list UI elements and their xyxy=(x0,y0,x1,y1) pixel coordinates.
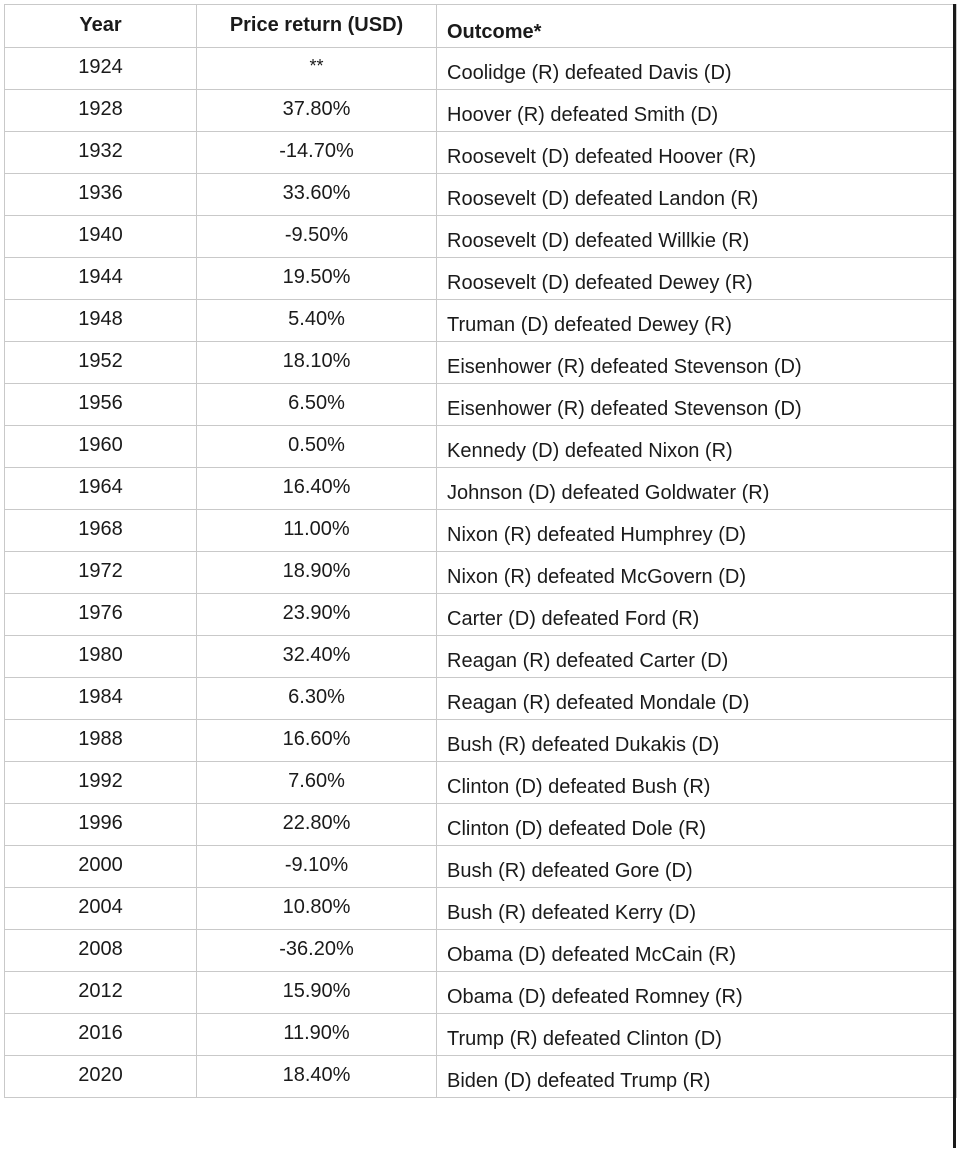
table-row xyxy=(5,1056,957,1098)
price-return-cell: 15.90% xyxy=(197,972,437,1014)
price-return-cell: 22.80% xyxy=(197,804,437,846)
year-cell: 1932 xyxy=(5,132,197,174)
table-row xyxy=(5,90,957,132)
year-cell: 2000 xyxy=(5,846,197,888)
year-cell: 1988 xyxy=(5,720,197,762)
year-cell: 1980 xyxy=(5,636,197,678)
outcome-cell: Bush (R) defeated Dukakis (D) xyxy=(437,720,957,762)
price-return-cell: 32.40% xyxy=(197,636,437,678)
outcome-cell: Truman (D) defeated Dewey (R) xyxy=(437,300,957,342)
year-cell: 1960 xyxy=(5,426,197,468)
table-row xyxy=(5,930,957,972)
header-row xyxy=(5,5,957,48)
year-cell: 1940 xyxy=(5,216,197,258)
table-row xyxy=(5,132,957,174)
year-cell: 1964 xyxy=(5,468,197,510)
table-row xyxy=(5,426,957,468)
table-row xyxy=(5,888,957,930)
header-outcome: Outcome* xyxy=(437,5,957,48)
price-return-cell: 33.60% xyxy=(197,174,437,216)
header-year: Year xyxy=(5,5,197,48)
outcome-cell: Johnson (D) defeated Goldwater (R) xyxy=(437,468,957,510)
price-return-cell: -14.70% xyxy=(197,132,437,174)
table-row xyxy=(5,804,957,846)
year-cell: 2008 xyxy=(5,930,197,972)
outcome-cell: Roosevelt (D) defeated Dewey (R) xyxy=(437,258,957,300)
table-row xyxy=(5,846,957,888)
price-return-cell: 23.90% xyxy=(197,594,437,636)
year-cell: 1972 xyxy=(5,552,197,594)
year-cell: 1936 xyxy=(5,174,197,216)
year-cell: 1976 xyxy=(5,594,197,636)
year-cell: 1952 xyxy=(5,342,197,384)
election-returns-table xyxy=(4,4,957,1098)
table-row xyxy=(5,1014,957,1056)
table-row xyxy=(5,762,957,804)
price-return-cell: 37.80% xyxy=(197,90,437,132)
price-return-cell: 5.40% xyxy=(197,300,437,342)
price-return-cell: 6.30% xyxy=(197,678,437,720)
outcome-cell: Coolidge (R) defeated Davis (D) xyxy=(437,48,957,90)
price-return-cell: 6.50% xyxy=(197,384,437,426)
outcome-cell: Roosevelt (D) defeated Hoover (R) xyxy=(437,132,957,174)
price-return-cell: -36.20% xyxy=(197,930,437,972)
year-cell: 1992 xyxy=(5,762,197,804)
table-row xyxy=(5,300,957,342)
table-row xyxy=(5,174,957,216)
year-cell: 1984 xyxy=(5,678,197,720)
outcome-cell: Obama (D) defeated Romney (R) xyxy=(437,972,957,1014)
price-return-cell: 18.10% xyxy=(197,342,437,384)
table-row xyxy=(5,720,957,762)
outcome-cell: Roosevelt (D) defeated Landon (R) xyxy=(437,174,957,216)
year-cell: 2012 xyxy=(5,972,197,1014)
outcome-cell: Roosevelt (D) defeated Willkie (R) xyxy=(437,216,957,258)
year-cell: 2016 xyxy=(5,1014,197,1056)
outcome-cell: Hoover (R) defeated Smith (D) xyxy=(437,90,957,132)
header-price-return: Price return (USD) xyxy=(197,5,437,48)
outcome-cell: Nixon (R) defeated McGovern (D) xyxy=(437,552,957,594)
table-row xyxy=(5,468,957,510)
outcome-cell: Nixon (R) defeated Humphrey (D) xyxy=(437,510,957,552)
outcome-cell: Reagan (R) defeated Mondale (D) xyxy=(437,678,957,720)
right-edge-rule xyxy=(953,4,956,1148)
year-cell: 1944 xyxy=(5,258,197,300)
price-return-cell: -9.10% xyxy=(197,846,437,888)
price-return-cell: -9.50% xyxy=(197,216,437,258)
price-return-cell: 11.90% xyxy=(197,1014,437,1056)
outcome-cell: Clinton (D) defeated Bush (R) xyxy=(437,762,957,804)
table-row xyxy=(5,48,957,90)
year-cell: 1968 xyxy=(5,510,197,552)
table-body xyxy=(5,48,957,1098)
price-return-cell: 18.40% xyxy=(197,1056,437,1098)
year-cell: 1928 xyxy=(5,90,197,132)
price-return-cell: ** xyxy=(197,48,437,90)
year-cell: 1996 xyxy=(5,804,197,846)
outcome-cell: Carter (D) defeated Ford (R) xyxy=(437,594,957,636)
price-return-cell: 18.90% xyxy=(197,552,437,594)
outcome-cell: Bush (R) defeated Kerry (D) xyxy=(437,888,957,930)
year-cell: 1956 xyxy=(5,384,197,426)
table-header xyxy=(5,5,957,48)
price-return-cell: 7.60% xyxy=(197,762,437,804)
price-return-cell: 16.60% xyxy=(197,720,437,762)
year-cell: 2004 xyxy=(5,888,197,930)
table-row xyxy=(5,510,957,552)
year-cell: 1924 xyxy=(5,48,197,90)
price-return-cell: 19.50% xyxy=(197,258,437,300)
table-row xyxy=(5,552,957,594)
price-return-cell: 10.80% xyxy=(197,888,437,930)
table-row xyxy=(5,678,957,720)
outcome-cell: Trump (R) defeated Clinton (D) xyxy=(437,1014,957,1056)
year-cell: 1948 xyxy=(5,300,197,342)
outcome-cell: Bush (R) defeated Gore (D) xyxy=(437,846,957,888)
table-row xyxy=(5,636,957,678)
outcome-cell: Eisenhower (R) defeated Stevenson (D) xyxy=(437,384,957,426)
outcome-cell: Kennedy (D) defeated Nixon (R) xyxy=(437,426,957,468)
table-row xyxy=(5,216,957,258)
table-row xyxy=(5,258,957,300)
table-row xyxy=(5,384,957,426)
outcome-cell: Clinton (D) defeated Dole (R) xyxy=(437,804,957,846)
outcome-cell: Biden (D) defeated Trump (R) xyxy=(437,1056,957,1098)
table-row xyxy=(5,342,957,384)
outcome-cell: Reagan (R) defeated Carter (D) xyxy=(437,636,957,678)
outcome-cell: Eisenhower (R) defeated Stevenson (D) xyxy=(437,342,957,384)
price-return-cell: 16.40% xyxy=(197,468,437,510)
outcome-cell: Obama (D) defeated McCain (R) xyxy=(437,930,957,972)
price-return-cell: 0.50% xyxy=(197,426,437,468)
table-row xyxy=(5,594,957,636)
election-returns-table-container xyxy=(4,4,956,1098)
table-row xyxy=(5,972,957,1014)
year-cell: 2020 xyxy=(5,1056,197,1098)
price-return-cell: 11.00% xyxy=(197,510,437,552)
